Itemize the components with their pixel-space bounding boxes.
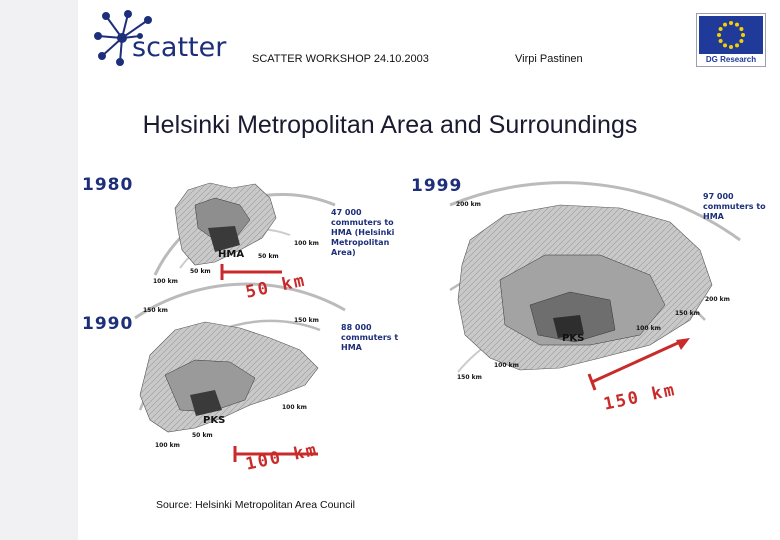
year-1999-label: 1999: [411, 176, 463, 196]
pks-label-1990: PKS: [203, 415, 226, 426]
ring-label: 50 km: [192, 432, 213, 439]
annotation-1980-line: Area): [331, 248, 356, 257]
ring-label: 150 km: [143, 307, 168, 314]
ring-label: 100 km: [155, 442, 180, 449]
page-title: Helsinki Metropolitan Area and Surroundings: [142, 111, 638, 139]
ring-label: 100 km: [494, 362, 519, 369]
annotation-1999: [703, 192, 766, 222]
annotation-1999-line: HMA: [703, 212, 724, 221]
ring-label: 150 km: [294, 317, 319, 324]
eu-research-label: DG Research: [705, 55, 757, 64]
annotation-1980-line: commuters to: [331, 218, 394, 227]
author-label: Virpi Pastinen: [515, 53, 583, 65]
pks-label-1999: PKS: [562, 333, 585, 344]
workshop-label: SCATTER WORKSHOP 24.10.2003: [252, 53, 429, 65]
annotation-1980-line: HMA (Helsinki: [331, 228, 395, 237]
annotation-1990-line: HMA: [341, 343, 362, 352]
distance-label-100km: 100 km: [243, 439, 320, 475]
annotation-1990-line: 88 000: [341, 323, 372, 332]
year-1980-label: 1980: [82, 175, 134, 195]
ring-label: 50 km: [190, 268, 211, 275]
annotation-1999-line: commuters to: [703, 202, 766, 211]
ring-label: 100 km: [153, 278, 178, 285]
distance-label-50km: 50 km: [243, 270, 308, 303]
annotation-1980-line: Metropolitan: [331, 238, 390, 247]
annotation-1990-line: commuters t: [341, 333, 399, 342]
map-1999: [450, 183, 740, 372]
distance-bar-150km-arrowhead: [676, 338, 690, 350]
hma-label-1980: HMA: [218, 249, 245, 260]
scatter-logo-text: scatter: [132, 32, 227, 63]
source-note: Source: Helsinki Metropolitan Area Council: [156, 499, 356, 511]
ring-label: 200 km: [456, 201, 481, 208]
ring-label: 100 km: [636, 325, 661, 332]
annotation-1980: [331, 208, 394, 258]
annotation-1980-line: 47 000: [331, 208, 362, 217]
annotation-1999-line: 97 000: [703, 192, 734, 201]
ring-label: 200 km: [705, 296, 730, 303]
ring-label: 100 km: [282, 404, 307, 411]
distance-label-150km: 150 km: [601, 379, 678, 415]
map-1980: [155, 183, 335, 275]
ring-label: 100 km: [294, 240, 319, 247]
annotation-1990: [341, 323, 398, 353]
ring-label: 50 km: [258, 253, 279, 260]
ring-label: 150 km: [675, 310, 700, 317]
year-1990-label: 1990: [82, 314, 134, 334]
ring-label: 150 km: [457, 374, 482, 381]
